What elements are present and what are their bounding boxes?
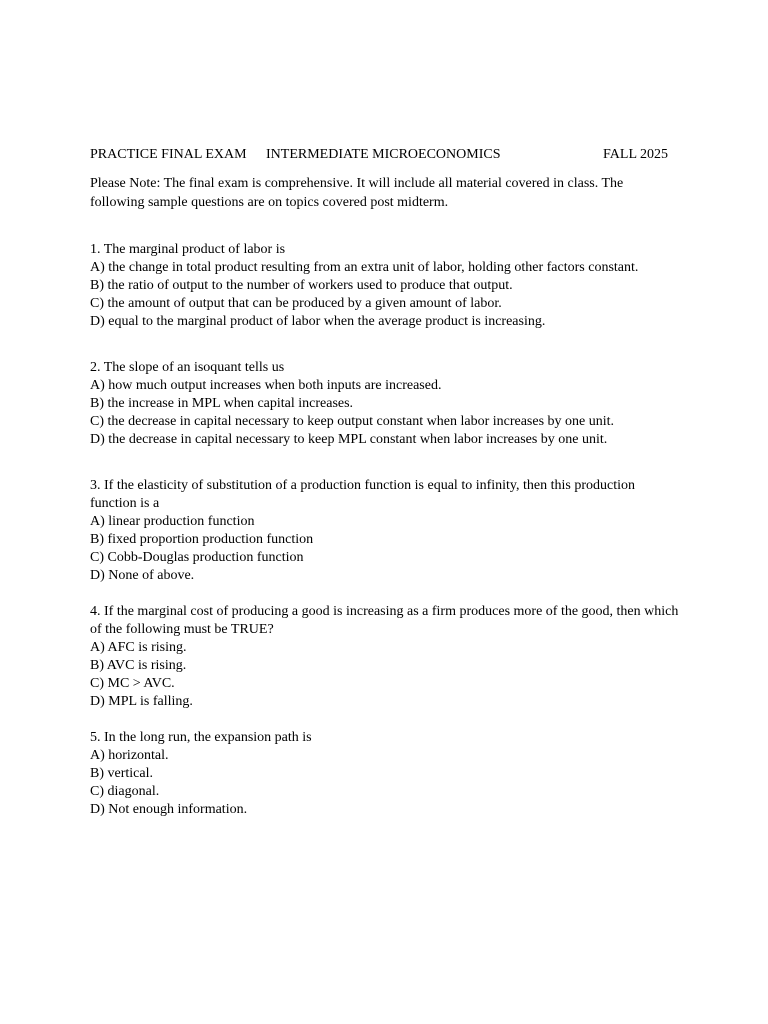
answer-option-b: B) the increase in MPL when capital increases. xyxy=(90,396,354,411)
answer-option-c: C) the decrease in capital necessary to keep output constant when labor increases by one unit. xyxy=(90,414,615,429)
question-stem: 4. If the marginal cost of producing a good is increasing as a firm produces more of the good, then which of the following must be TRUE? xyxy=(90,604,679,637)
exam-page xyxy=(90,146,680,819)
answer-option-c: C) MC > AVC. xyxy=(90,676,175,691)
answer-option-c: C) Cobb-Douglas production function xyxy=(90,550,304,565)
exam-note: Please Note: The final exam is comprehensive. It will include all material covered in class. The following sample questions are on topics covered post midterm. xyxy=(90,176,624,210)
answer-option-a: A) the change in total product resulting from an extra unit of labor, holding other factors constant. xyxy=(90,260,639,275)
question-stem: 5. In the long run, the expansion path is xyxy=(90,730,312,745)
answer-option-a: A) how much output increases when both inputs are increased. xyxy=(90,378,442,393)
question-3 xyxy=(90,477,680,585)
answer-option-b: B) the ratio of output to the number of workers used to produce that output. xyxy=(90,278,513,293)
answer-option-d: D) Not enough information. xyxy=(90,802,248,817)
question-stem: 2. The slope of an isoquant tells us xyxy=(90,360,285,375)
answer-option-a: A) linear production function xyxy=(90,514,255,529)
answer-option-a: A) horizontal. xyxy=(90,748,169,763)
answer-option-b: B) vertical. xyxy=(90,766,153,781)
answer-option-b: B) fixed proportion production function xyxy=(90,532,314,547)
question-stem: 1. The marginal product of labor is xyxy=(90,242,286,257)
answer-option-d: D) the decrease in capital necessary to keep MPL constant when labor increases by one unit. xyxy=(90,432,608,447)
question-5 xyxy=(90,729,680,819)
answer-option-c: C) diagonal. xyxy=(90,784,160,799)
answer-option-a: A) AFC is rising. xyxy=(90,640,187,655)
question-2 xyxy=(90,359,680,449)
exam-header xyxy=(90,146,680,164)
question-4 xyxy=(90,603,680,711)
exam-title: PRACTICE FINAL EXAM xyxy=(90,147,247,162)
term-label: FALL 2025 xyxy=(603,147,668,162)
course-title: INTERMEDIATE MICROECONOMICS xyxy=(266,147,501,162)
question-stem: 3. If the elasticity of substitution of a production function is equal to infinity, then this production function is a xyxy=(90,478,636,511)
answer-option-d: D) MPL is falling. xyxy=(90,694,193,709)
answer-option-b: B) AVC is rising. xyxy=(90,658,187,673)
answer-option-c: C) the amount of output that can be produced by a given amount of labor. xyxy=(90,296,502,311)
answer-option-d: D) None of above. xyxy=(90,568,195,583)
answer-option-d: D) equal to the marginal product of labor when the average product is increasing. xyxy=(90,314,546,329)
question-1 xyxy=(90,241,680,331)
